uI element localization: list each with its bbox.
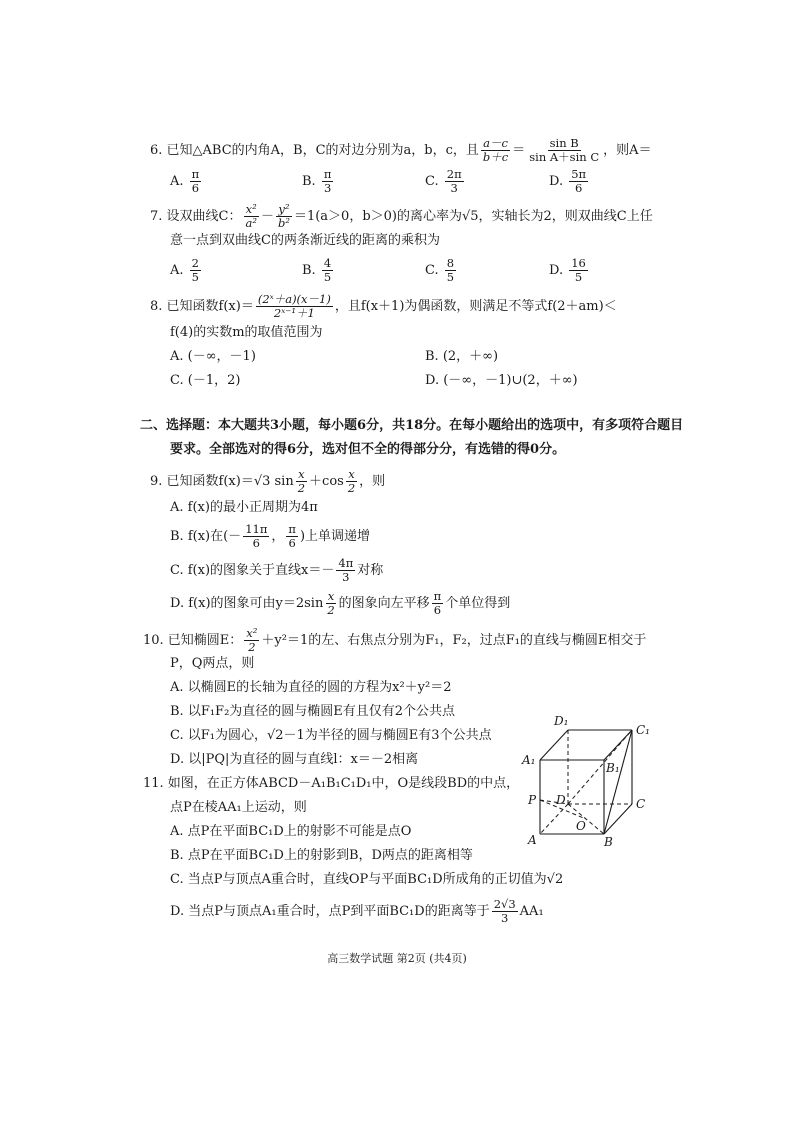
question-6-stem: 6. 已知△ABC的内角A，B，C的对边分别为a，b，c，且 $\frac{a-c}{b+c}$ ＝ $\frac{\text{sin B}}{\text{sin A＋sin C}}$ ，则A＝	[150, 136, 652, 164]
question-10-line2: P，Q两点，则	[170, 656, 255, 671]
label-D: D	[556, 793, 566, 807]
q11-option-b: B. 点P在平面BC₁D上的射影到B，D两点的距离相等	[170, 848, 473, 863]
question-9-stem: 9. 已知函数f(x)＝√3 sin $\frac{x}{2}$ ＋cos $\frac{x}{2}$ ，则	[150, 467, 386, 495]
q10-option-b: B. 以F₁F₂为直径的圆与椭圆E有且仅有2个公共点	[170, 704, 456, 719]
q6-option-d: D. $\frac{5\pi}{6}$	[549, 167, 587, 195]
section-2-heading: 二、选择题：本大题共3小题，每小题6分，共18分。在每小题给出的选项中，有多项符合题目	[140, 418, 684, 433]
question-11-stem: 11. 如图，在正方体ABCD－A₁B₁C₁D₁中，O是线段BD的中点，	[143, 776, 520, 791]
q7-option-d: D. $\frac{16}{5}$	[549, 256, 586, 284]
q11-option-a: A. 点P在平面BC₁D上的射影不可能是点O	[170, 824, 412, 839]
section-2-instructions: 要求。全部选对的得6分，选对但不全的得部分分，有选错的得0分。	[170, 442, 566, 457]
q7-option-c: C. $\frac{8}{5}$	[425, 256, 455, 284]
q7-option-a: A. $\frac{2}{5}$	[170, 256, 199, 284]
label-O: O	[576, 819, 586, 833]
q8-option-a: A. (－∞，－1)	[170, 349, 256, 364]
question-7-stem: 7. 设双曲线C： $\frac{\text{x²}}{\text{a²}}$ － $\frac{\text{y²}}{\text{b²}}$ ＝1(a＞0，b＞0)的离心率为√5，实轴长为2，则双曲线C上任	[150, 202, 653, 230]
question-7-line2: 意一点到双曲线C的两条渐近线的距离的乘积为	[170, 233, 440, 248]
q6-option-c: C. $\frac{2\pi}{3}$	[425, 167, 462, 195]
label-A: A	[528, 833, 537, 847]
q11-option-c: C. 当点P与顶点A重合时，直线OP与平面BC₁D所成角的正切值为√2	[170, 872, 564, 887]
label-C: C	[636, 797, 646, 811]
page-footer: 高三数学试题 第2页 (共4页)	[327, 952, 467, 965]
q10-option-d: D. 以|PQ|为直径的圆与直线l：x＝－2相离	[170, 752, 419, 767]
question-8-line2: f(4)的实数m的取值范围为	[170, 325, 323, 340]
cube-figure	[518, 710, 658, 850]
q10-option-a: A. 以椭圆E的长轴为直径的圆的方程为x²＋y²＝2	[170, 680, 452, 695]
q8-option-c: C. (－1，2)	[170, 373, 241, 388]
q9-option-b: B. f(x)在(－ $\frac{11\pi}{6}$ ， $\frac{\pi}{6}$ )上单调递增	[170, 522, 371, 550]
label-A1: A₁	[522, 753, 536, 767]
q9-option-a: A. f(x)的最小正周期为4π	[170, 500, 318, 515]
label-B: B	[604, 835, 613, 849]
fraction: $\frac{a-c}{b+c}$	[482, 136, 509, 164]
q10-option-c: C. 以F₁为圆心，√2－1为半径的圆与椭圆E有3个公共点	[170, 728, 492, 743]
label-B1: B₁	[606, 761, 620, 775]
q7-option-b: B. $\frac{4}{5}$	[302, 256, 332, 284]
q11-option-d: D. 当点P与顶点A₁重合时，点P到平面BC₁D的距离等于 $\frac{2√3}{3}$ AA₁	[170, 897, 544, 925]
question-8-stem: 8. 已知函数f(x)＝ $\frac{\text{(2ˣ＋a)(x－1)}}{\text{2ˣ⁻¹＋1}}$ ，且f(x＋1)为偶函数，则满足不等式f(2＋am)＜	[150, 292, 617, 320]
q8-option-b: B. (2，＋∞)	[425, 349, 499, 364]
q6-option-b: B. $\frac{\pi}{3}$	[302, 167, 332, 195]
question-10-stem: 10. 已知椭圆E： $\frac{\text{x²}}{2}$ ＋y²＝1的左、右焦点分别为F₁，F₂，过点F₁的直线与椭圆E相交于	[143, 626, 647, 654]
label-D1: D₁	[554, 714, 569, 728]
q9-option-c: C. f(x)的图象关于直线x＝－ $\frac{4\pi}{3}$ 对称	[170, 556, 384, 584]
label-P: P	[528, 793, 537, 807]
q8-option-d: D. (－∞，－1)∪(2，＋∞)	[425, 373, 578, 388]
q6-option-a: A. $\frac{\pi}{6}$	[170, 167, 200, 195]
q9-option-d: D. f(x)的图象可由y＝2sin $\frac{x}{2}$ 的图象向左平移 $\frac{\pi}{6}$ 个单位得到	[170, 589, 511, 617]
question-11-line2: 点P在棱AA₁上运动，则	[170, 800, 307, 815]
label-C1: C₁	[636, 723, 650, 737]
